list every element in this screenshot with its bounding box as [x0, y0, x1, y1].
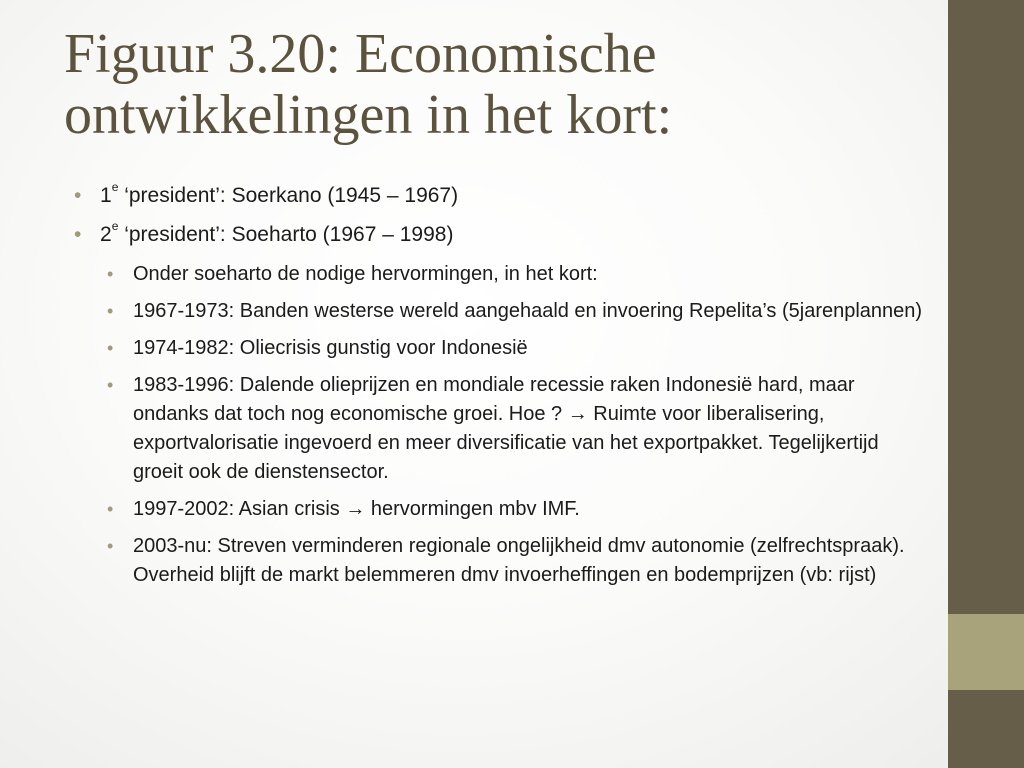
sub-bullet: • 1983-1996: Dalende olieprijzen en mondiale recessie raken Indonesië hard, maar ondanks dat toch nog economische groei. Hoe ? → Ruimte voor liberalisering, exportvalorisatie ingevoerd en meer diversificatie van het exportpakket. Tegelijkertijd groeit ook de dienstensector.: [107, 371, 924, 487]
sub-bullet: • Onder soeharto de nodige hervormingen, in het kort:: [107, 260, 924, 289]
slide-title: Figuur 3.20: Economische ontwikkelingen in het kort:: [64, 23, 673, 146]
sub-bullet: • 1997-2002: Asian crisis → hervormingen mbv IMF.: [107, 495, 924, 524]
bullet-president-1: [74, 182, 924, 210]
side-accent-block: [948, 614, 1024, 690]
sub-bullet: • 2003-nu: Streven verminderen regionale ongelijkheid dmv autonomie (zelfrechtspraak). Overheid blijft de markt belemmeren dmv invoerheffingen en bodemprijzen (vb: rijst): [107, 532, 924, 590]
bullet-text: ‘president’: Soerkano (1945 – 1967): [118, 184, 459, 207]
bullet-superscript: e: [111, 219, 119, 233]
sub-bullet: • 1967-1973: Banden westerse wereld aangehaald en invoering Repelita’s (5jarenplannen): [107, 297, 924, 326]
bullet-number: 2: [100, 223, 112, 246]
bullet-president-2: [74, 221, 924, 249]
sub-bullet: • 1974-1982: Oliecrisis gunstig voor Indonesië: [107, 334, 924, 363]
slide-content: [74, 182, 924, 598]
bullet-superscript: e: [111, 180, 119, 194]
bullet-text: ‘president’: Soeharto (1967 – 1998): [118, 223, 454, 246]
bullet-number: 1: [100, 184, 112, 207]
